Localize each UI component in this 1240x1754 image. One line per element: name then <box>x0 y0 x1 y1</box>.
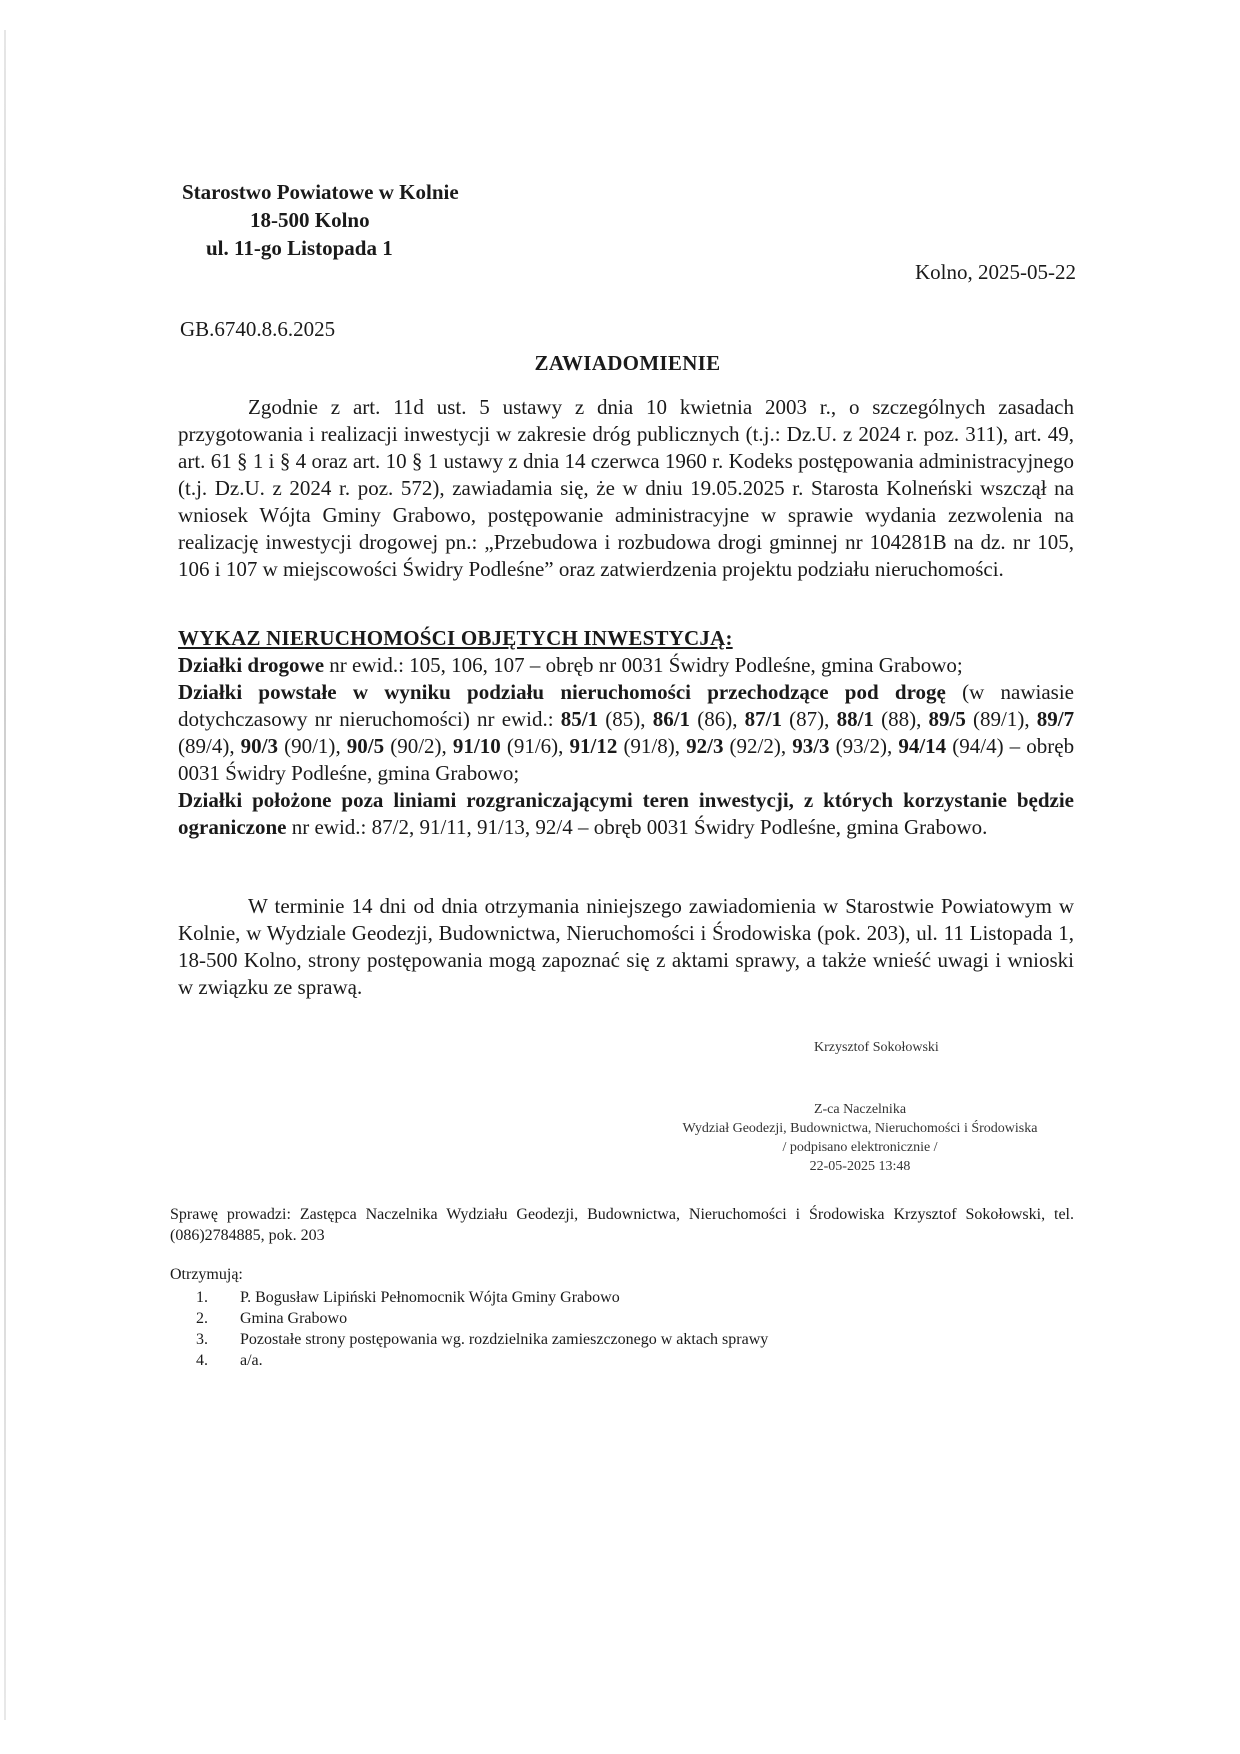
recipient-item <box>196 1308 768 1329</box>
plot-old-number: (93/2) <box>835 734 887 758</box>
place-and-date: Kolno, 2025-05-22 <box>915 260 1076 284</box>
intro-paragraph <box>178 394 1074 583</box>
road-plots-label: Działki drogowe <box>178 653 325 677</box>
plot-old-number: (92/2) <box>729 734 781 758</box>
signed-electronically-note: / podpisano elektronicznie / <box>782 1140 938 1155</box>
signatory-department: Wydział Geodezji, Budownictwa, Nieruchomości i Środowiska <box>682 1121 1038 1136</box>
recipient-number: 2. <box>196 1310 208 1327</box>
plot-new-number: 92/3 <box>686 734 724 758</box>
recipient-text: P. Bogusław Lipiński Pełnomocnik Wójta Gminy Grabowo <box>240 1289 620 1306</box>
plot-new-number: 89/7 <box>1036 707 1075 731</box>
signatory-position: Z-ca Naczelnika <box>813 1102 907 1117</box>
plot-new-number: 88/1 <box>836 707 874 731</box>
restricted-plots-text: nr ewid.: 87/2, 91/11, 91/13, 92/4 – obręb 0031 Świdry Podleśne, gmina Grabowo. <box>286 815 988 839</box>
divided-plots-entry <box>178 679 1074 787</box>
plot-new-number: 94/14 <box>898 734 947 758</box>
road-plots-text: nr ewid.: 105, 106, 107 – obręb nr 0031 Świdry Podleśne, gmina Grabowo; <box>324 653 963 677</box>
plot-new-number: 90/5 <box>346 734 385 758</box>
intro-paragraph-text: Zgodnie z art. 11d ust. 5 ustawy z dnia 10 kwietnia 2003 r., o szczególnych zasadach przygotowania i realizacji inwestycji w zakresie dróg publicznych (t.j.: Dz.U. z 2024 r. poz. 311), art. 49, art. 61 § 1 i § 4 oraz art. 10 § 1 ustawy z dnia 14 czerwca 1960 r. Kodeks postępowania administracyjnego (t.j. Dz.U. z 2024 r. poz. 572), zawiadamia się, że w dniu 19.05.2025 r. Starosta Kolneński wszczął na wniosek Wójta Gminy Grabowo, postępowanie administracyjne w sprawie wydania zezwolenia na realizację inwestycji drogowej pn.: „Przebudowa i rozbudowa drogi gminnej nr 104281B na dz. nr 105, 106 i 107 w miejscowości Świdry Podleśne” oraz zatwierdzenia projektu podziału nieruchomości. <box>178 395 1074 581</box>
case-handler-note: Sprawę prowadzi: Zastępca Naczelnika Wydziału Geodezji, Budownictwa, Nieruchomości i Środowiska Krzysztof Sokołowski, tel. (086)2784885, pok. 203 <box>170 1206 1074 1244</box>
scan-edge-shadow <box>4 30 6 1720</box>
plot-new-number: 91/10 <box>452 734 501 758</box>
plot-old-number: (86) <box>697 707 733 731</box>
signatory-name: Krzysztof Sokołowski <box>814 1040 939 1055</box>
plot-new-number: 85/1 <box>560 707 599 731</box>
sender-name: Starostwo Powiatowe w Kolnie <box>182 180 459 204</box>
plot-old-number: (90/1) <box>284 734 336 758</box>
plot-new-number: 90/3 <box>240 734 279 758</box>
plot-new-number: 87/1 <box>744 707 782 731</box>
recipient-number: 1. <box>196 1289 208 1306</box>
plot-old-number: (91/6) <box>506 734 559 758</box>
plot-old-number: (90/2) <box>390 734 442 758</box>
plot-old-number: (91/8) <box>623 734 675 758</box>
divided-plots-label: Działki powstałe w wyniku podziału nieruchomości przechodzące pod drogę <box>178 680 946 704</box>
recipient-text: a/a. <box>240 1352 263 1369</box>
document-title: ZAWIADOMIENIE <box>534 351 721 375</box>
plot-new-number: 91/12 <box>569 734 618 758</box>
plot-new-number: 86/1 <box>652 707 691 731</box>
deadline-paragraph-text: W terminie 14 dni od dnia otrzymania niniejszego zawiadomienia w Starostwie Powiatowym w Kolnie, w Wydziale Geodezji, Budownictwa, Nieruchomości i Środowiska (pok. 203), ul. 11 Listopada 1, 18-500 Kolno, strony postępowania mogą zapoznać się z aktami sprawy, a także wnieść uwagi i wnioski w związku ze sprawą. <box>178 894 1074 999</box>
plot-old-number: (94/4) <box>952 734 1004 758</box>
recipient-item <box>196 1287 768 1308</box>
property-list <box>178 652 1074 841</box>
plot-old-number: (89/4) <box>178 734 230 758</box>
plot-old-number: (87) <box>789 707 825 731</box>
plot-old-number: (85) <box>605 707 641 731</box>
plot-new-number: 93/3 <box>792 734 830 758</box>
recipient-text: Gmina Grabowo <box>240 1310 348 1327</box>
recipient-text: Pozostałe strony postępowania wg. rozdzielnika zamieszczonego w aktach sprawy <box>240 1331 769 1348</box>
recipient-number: 4. <box>196 1352 208 1369</box>
sender-address <box>182 178 459 262</box>
reference-number: GB.6740.8.6.2025 <box>180 317 336 341</box>
plot-old-number: (88) <box>881 707 917 731</box>
recipients-list <box>196 1287 768 1371</box>
restricted-plots-entry <box>178 787 1074 841</box>
recipients-label: Otrzymują: <box>170 1266 243 1283</box>
restricted-plots-label: Działki położone poza liniami rozgraniczającymi teren inwestycji, z których korzystanie będzie ograniczone <box>178 788 1074 839</box>
electronic-signature-block <box>640 1100 1080 1176</box>
recipient-item <box>196 1350 768 1371</box>
property-list-heading: WYKAZ NIERUCHOMOŚCI OBJĘTYCH INWESTYCJĄ: <box>178 626 733 650</box>
road-plots-entry <box>178 652 1074 679</box>
divided-plots-intro: (w nawiasie dotychczasowy nr nieruchomości) nr ewid.: <box>178 680 1074 731</box>
recipient-number: 3. <box>196 1331 208 1348</box>
sender-postal-code: 18-500 Kolno <box>250 208 370 232</box>
sender-street: ul. 11-go Listopada 1 <box>206 236 393 260</box>
signature-timestamp: 22-05-2025 13:48 <box>809 1159 911 1174</box>
divided-plots-outro: – obręb 0031 Świdry Podleśne, gmina Grabowo; <box>178 734 1075 785</box>
plot-new-number: 89/5 <box>928 707 966 731</box>
divided-plots-items: 85/1 (85), 86/1 (86), 87/1 (87), 88/1 (88), 89/5 (89/1), 89/7 (89/4), 90/3 (90/1), 90/5 (90/2), 91/10 (91/6), 91/12 (91/8), 92/3 (92/2), 93/3 (93/2), 94/14 (94/4) <box>178 707 1075 758</box>
recipient-item <box>196 1329 768 1350</box>
plot-old-number: (89/1) <box>973 707 1025 731</box>
deadline-paragraph <box>178 893 1074 1001</box>
